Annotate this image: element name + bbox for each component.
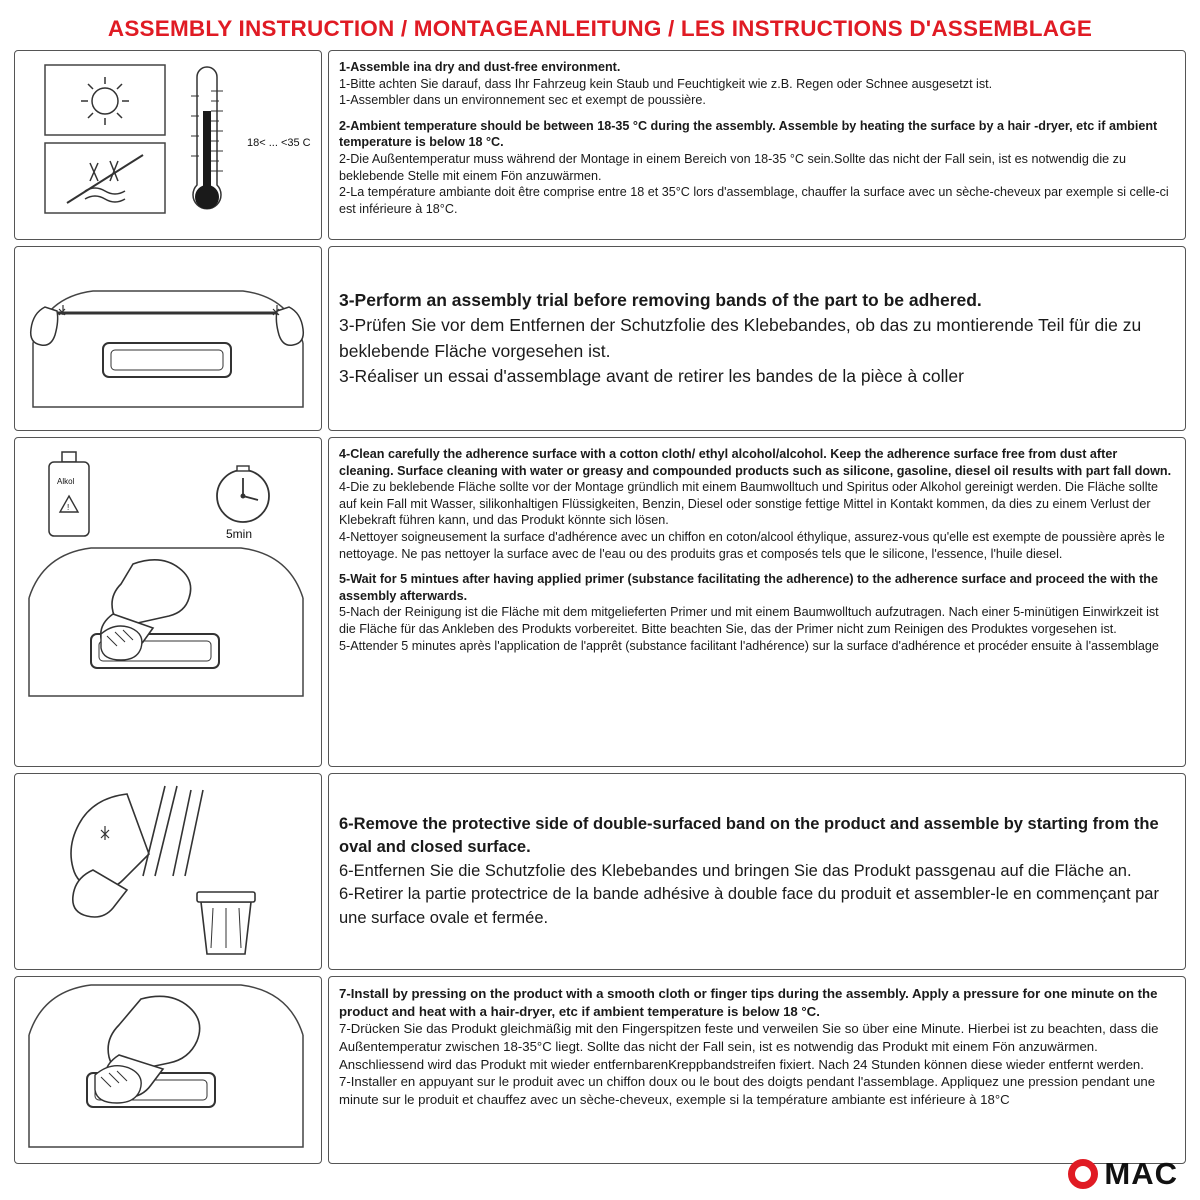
page-title: ASSEMBLY INSTRUCTION / MONTAGEANLEITUNG / LES INSTRUCTIONS D'ASSEMBLAGE — [107, 16, 1093, 41]
instruction-row — [14, 437, 1186, 767]
illustration-clean-and-primer — [14, 437, 322, 767]
step-5-fr: 5-Attender 5 minutes après l'application de l'apprêt (substance facilitant l'adhérence) sur la surface d'adhérence et procéder ensuite à l'assemblage — [339, 638, 1159, 653]
illustration-environment-temperature — [14, 50, 322, 240]
step-7-fr: 7-Installer en appuyant sur le produit avec un chiffon doux ou le bout des doigts pendant l'assemblage. Appliquez une pression pendant une minute sur le produit et chauffez avec un sèche-cheveux, exemple si la température ambiante est inférieure à 18°C — [339, 1074, 1156, 1108]
illustration-assembly-trial — [14, 246, 322, 431]
step-3-en: 3-Perform an assembly trial before removing bands of the part to be adhered. — [339, 289, 982, 310]
step-1-en: 1-Assemble ina dry and dust-free environment. — [339, 60, 621, 74]
illustration-remove-protective-film — [14, 773, 322, 970]
omac-logo-text: MAC — [1104, 1156, 1178, 1191]
step-5-de: 5-Nach der Reinigung ist die Fläche mit dem mitgelieferten Primer und mit einem Baumwolltuch aufzutragen. Nach einer 5-minütigen Einwirkzeit ist die Fläche für das Ankleben des Produkts vorbereitet. Bitte beachten Sie, das der Primer nicht zum Reinigen des Produktes vorgesehen ist. — [339, 605, 1159, 637]
bottle-label: Alkol — [57, 477, 75, 486]
temperature-range-label: 18< ... <35 C — [247, 137, 311, 149]
omac-logo — [1068, 1156, 1178, 1192]
instruction-row — [14, 246, 1186, 431]
step-1-fr: 1-Assembler dans un environnement sec et exempt de poussière. — [339, 93, 706, 108]
step-2-fr: 2-La température ambiante doit être comprise entre 18 et 35°C lors d'assemblage, chauffer la surface avec un sèche-cheveux par exemple si celle-ci est inférieure à 18°C. — [339, 185, 1169, 216]
step-6-en: 6-Remove the protective side of double-surfaced band on the product and assemble by starting from the oval and closed surface. — [339, 814, 1159, 857]
step-5-en: 5-Wait for 5 mintues after having applied primer (substance facilitating the adherence) to the adherence surface and proceed the with the assembly afterwards. — [339, 572, 1158, 603]
step-text-4-5 — [328, 437, 1186, 767]
step-3-fr: 3-Réaliser un essai d'assemblage avant de retirer les bandes de la pièce à coller — [339, 365, 964, 386]
step-7-de: 7-Drücken Sie das Produkt gleichmäßig mit den Fingerspitzen feste und verweilen Sie so über eine Minute. Hierbei ist zu beachten, dass die Außentemperatur zwischen 18-35°C liegt. Sollte das nicht der Fall sein, ist es notwendig das Produkt mit einem Fön anzuwärmen. Anschliessend wird das Produkt mit wieder entfernbarenKreppbandstreifen fixiert. Nach 24 Stunden können diese wieder entfernt werden. — [339, 1021, 1159, 1072]
step-text-1-2 — [328, 50, 1186, 240]
omac-logo-mark — [1068, 1159, 1098, 1189]
step-6-fr: 6-Retirer la partie protectrice de la bande adhésive à double face du produit et assembler-le en commençant par une surface ovale et fermée. — [339, 885, 1159, 927]
instruction-row — [14, 976, 1186, 1164]
step-3-de: 3-Prüfen Sie vor dem Entfernen der Schutzfolie des Klebebandes, ob das zu montierende Teil für die zu beklebende Fläche vorgesehen ist. — [339, 315, 1142, 361]
instruction-row — [14, 773, 1186, 970]
step-text-3 — [328, 246, 1186, 431]
step-6-de: 6-Entfernen Sie die Schutzfolie des Klebebandes und bringen Sie das Produkt passgenau auf die Fläche an. — [339, 861, 1132, 880]
step-4-fr: 4-Nettoyer soigneusement la surface d'adhérence avec un chiffon en coton/alcool éthylique, assurez-vous qu'elle est exempte de poussière après le nettoyage. Ne pas nettoyer la surface avec de l'eau ou des produits gras et composés tels que le silicone, l'essence, l'huile diesel. — [339, 530, 1165, 561]
instruction-rows — [14, 50, 1186, 1164]
step-4-en: 4-Clean carefully the adherence surface with a cotton cloth/ ethyl alcohol/alcohol. Keep the adherence surface free from dust after cleaning. Surface cleaning with water or greasy and compounded products such as silicone, gasoline, diesel oil results with part fall down. — [339, 447, 1172, 478]
step-text-7 — [328, 976, 1186, 1164]
step-2-de: 2-Die Außentemperatur muss während der Montage in einem Bereich von 18-35 °C sein.Sollte das nicht der Fall sein, ist es notwendig die zu beklebende Stelle mit einem Fön anzuwärmen. — [339, 152, 1126, 183]
timer-label: 5min — [226, 527, 253, 541]
illustration-press-product — [14, 976, 322, 1164]
step-4-de: 4-Die zu beklebende Fläche sollte vor der Montage gründlich mit einem Baumwolltuch und Spiritus oder Alkohol gereinigt werden. Die Fläche sollte auf kein Fall mit Wasser, silikonhaltigen Flüssigkeiten, Benzin, Diesel oder sonstige fettige Mittel in Kontakt kommen, da dies zu einem Verlust der Klebekraft führen kann, und das Produkt könnte sich lösen. — [339, 480, 1159, 528]
step-2-en: 2-Ambient temperature should be between 18-35 °C during the assembly. Assemble by heating the surface by a hair -dryer, etc if ambient temperature is below 18 °C. — [339, 118, 1158, 150]
instruction-row — [14, 50, 1186, 240]
step-7-en: 7-Install by pressing on the product with a smooth cloth or finger tips during the assembly. Apply a pressure for one minute on the product and heat with a hair-dryer, etc if ambient temperature is below 18 °C. — [339, 986, 1158, 1019]
svg-text:!: ! — [67, 503, 70, 512]
step-1-de: 1-Bitte achten Sie darauf, dass Ihr Fahrzeug kein Staub und Feuchtigkeit wie z.B. Regen oder Schnee ausgesetzt ist. — [339, 76, 993, 91]
step-text-6 — [328, 773, 1186, 970]
